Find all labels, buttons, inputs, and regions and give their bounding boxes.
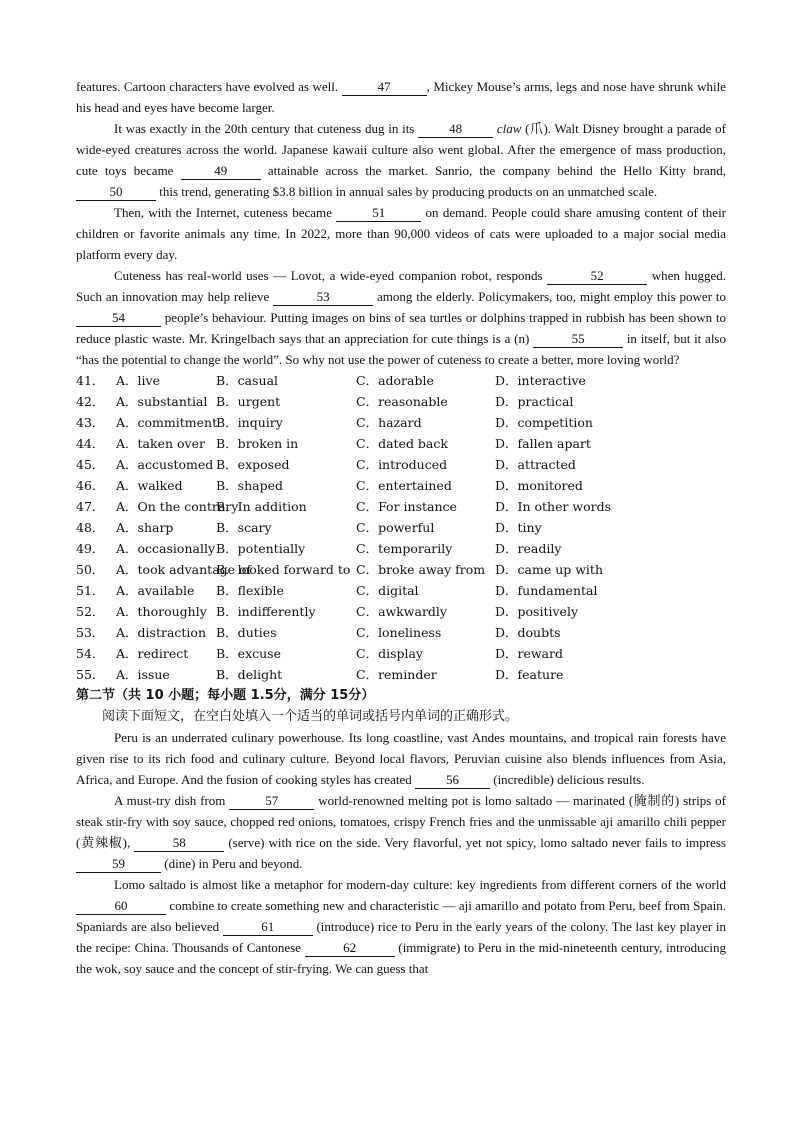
option-row bbox=[76, 412, 726, 433]
option-row bbox=[76, 454, 726, 475]
option-b[interactable]: B．duties bbox=[216, 625, 277, 640]
exam-page bbox=[76, 76, 726, 979]
option-c[interactable]: C．digital bbox=[356, 583, 419, 598]
blank-56[interactable]: 56 bbox=[415, 772, 490, 789]
text: Then, with the Internet, cuteness became bbox=[114, 205, 337, 220]
option-a[interactable]: A．took advantage of bbox=[116, 562, 252, 577]
blank-62[interactable]: 62 bbox=[305, 940, 395, 957]
option-b[interactable]: B．potentially bbox=[216, 541, 306, 556]
option-d[interactable]: D．reward bbox=[495, 646, 564, 661]
question-number: 46． bbox=[76, 478, 105, 493]
text: Lomo saltado is almost like a metaphor for modern-day culture: key ingredients from different corners of the world bbox=[114, 877, 726, 892]
option-b[interactable]: B．looked forward to bbox=[216, 562, 351, 577]
option-row bbox=[76, 643, 726, 664]
option-c[interactable]: C．introduced bbox=[356, 457, 448, 472]
claw-word: claw bbox=[496, 121, 522, 136]
option-b[interactable]: B．excuse bbox=[216, 646, 281, 661]
option-row bbox=[76, 622, 726, 643]
option-row bbox=[76, 538, 726, 559]
option-d[interactable]: D．fundamental bbox=[495, 583, 598, 598]
question-number: 41． bbox=[76, 373, 105, 388]
option-d[interactable]: D．tiny bbox=[495, 520, 542, 535]
section2-instruction: 阅读下面短文，在空白处填入一个适当的单词或括号内单词的正确形式。 bbox=[102, 709, 519, 724]
option-d[interactable]: D．practical bbox=[495, 394, 574, 409]
question-number: 43． bbox=[76, 415, 105, 430]
question-number: 52． bbox=[76, 604, 105, 619]
passage1-paragraph-3 bbox=[76, 202, 726, 265]
text: It was exactly in the 20th century that cuteness dug in its bbox=[114, 121, 419, 136]
option-row bbox=[76, 433, 726, 454]
blank-55[interactable]: 55 bbox=[533, 331, 623, 348]
text: among the elderly. Policymakers, too, might employ this power to bbox=[373, 289, 726, 304]
option-c[interactable]: C．adorable bbox=[356, 373, 434, 388]
option-a[interactable]: A．On the contrary bbox=[116, 499, 239, 514]
option-d[interactable]: D．feature bbox=[495, 667, 564, 682]
option-a[interactable]: A．taken over bbox=[116, 436, 205, 451]
passage1-paragraph-1 bbox=[76, 76, 726, 118]
section2-title: 第二节（共 10 小题；每小题 1.5分，满分 15分） bbox=[76, 688, 375, 703]
text: features. Cartoon characters have evolved as well. bbox=[76, 79, 342, 94]
blank-53[interactable]: 53 bbox=[273, 289, 373, 306]
option-row bbox=[76, 580, 726, 601]
option-d[interactable]: D．positively bbox=[495, 604, 579, 619]
question-number: 49． bbox=[76, 541, 105, 556]
option-b[interactable]: B．shaped bbox=[216, 478, 284, 493]
question-number: 47． bbox=[76, 499, 105, 514]
option-b[interactable]: B．exposed bbox=[216, 457, 290, 472]
option-c[interactable]: C．display bbox=[356, 646, 423, 661]
option-b[interactable]: B．urgent bbox=[216, 394, 281, 409]
option-a[interactable]: A．issue bbox=[116, 667, 170, 682]
option-a[interactable]: A．substantial bbox=[116, 394, 208, 409]
text: (爪). Walt Disney brought a parade of wide-eyed creatures across the world. Japanese kawaii culture also went global. After the emergence of mass production, cute toys became bbox=[76, 121, 726, 178]
option-c[interactable]: C．awkwardly bbox=[356, 604, 447, 619]
text: , Mickey Mouse’s arms, legs and nose have shrunk while his head and eyes have become larger. bbox=[76, 79, 726, 115]
blank-59[interactable]: 59 bbox=[76, 856, 161, 873]
option-c[interactable]: C．entertained bbox=[356, 478, 452, 493]
option-a[interactable]: A．thoroughly bbox=[116, 604, 207, 619]
text: Peru is an underrated culinary powerhouse. Its long coastline, vast Andes mountains, and tropical rain forests have given rise to its rich food and culinary culture. Beyond local flavors, Peruvian cuisine also blends influences from Asia, Africa, and Europe. And the fusion of cooking styles has created bbox=[76, 730, 726, 787]
option-d[interactable]: D．attracted bbox=[495, 457, 576, 472]
question-number: 42． bbox=[76, 394, 105, 409]
text: (dine) in Peru and beyond. bbox=[161, 856, 303, 871]
text: A must-try dish from bbox=[114, 793, 230, 808]
option-row bbox=[76, 391, 726, 412]
blank-60[interactable]: 60 bbox=[76, 898, 166, 915]
option-row bbox=[76, 370, 726, 391]
option-c[interactable]: C．reasonable bbox=[356, 394, 448, 409]
blank-48[interactable]: 48 bbox=[418, 121, 493, 138]
option-row bbox=[76, 496, 726, 517]
option-d[interactable]: D．monitored bbox=[495, 478, 583, 493]
option-c[interactable]: C．broke away from bbox=[356, 562, 486, 577]
passage1-paragraph-2 bbox=[76, 118, 726, 202]
text: (serve) with rice on the side. Very flavorful, yet not spicy, lomo saltado never fails to impress bbox=[224, 835, 726, 850]
option-a[interactable]: A．occasionally bbox=[116, 541, 216, 556]
question-number: 51． bbox=[76, 583, 105, 598]
question-number: 55． bbox=[76, 667, 105, 682]
option-c[interactable]: C．reminder bbox=[356, 667, 437, 682]
passage1-paragraph-4 bbox=[76, 265, 726, 370]
text: (introduce) rice to Peru in the early years of the colony. The last key player in the recipe: China. Thousands of Cantonese bbox=[76, 919, 726, 955]
question-number: 44． bbox=[76, 436, 105, 451]
option-b[interactable]: B．inquiry bbox=[216, 415, 283, 430]
option-b[interactable]: B．delight bbox=[216, 667, 283, 682]
question-number: 48． bbox=[76, 520, 105, 535]
passage2-paragraph-2 bbox=[76, 790, 726, 874]
option-a[interactable]: A．live bbox=[116, 373, 160, 388]
question-number: 50． bbox=[76, 562, 105, 577]
blank-58[interactable]: 58 bbox=[134, 835, 224, 852]
option-a[interactable]: A．available bbox=[116, 583, 195, 598]
option-c[interactable]: C．powerful bbox=[356, 520, 435, 535]
blank-49[interactable]: 49 bbox=[181, 163, 261, 180]
option-b[interactable]: B．indifferently bbox=[216, 604, 316, 619]
blank-51[interactable]: 51 bbox=[336, 205, 421, 222]
option-row bbox=[76, 601, 726, 622]
option-c[interactable]: C．For instance bbox=[356, 499, 457, 514]
question-number: 53． bbox=[76, 625, 105, 640]
text: people’s behaviour. Putting images on bins of sea turtles or dolphins trapped in rubbish has been shown to reduce plastic waste. Mr. Kringelbach says that an appreciation for cute things is a (n) bbox=[76, 310, 726, 346]
blank-50[interactable]: 50 bbox=[76, 184, 156, 201]
text: this trend, generating $3.8 billion in annual sales by producing products on an unmatched scale. bbox=[156, 184, 658, 199]
option-b[interactable]: B．broken in bbox=[216, 436, 299, 451]
option-a[interactable]: A．accustomed bbox=[116, 457, 214, 472]
text: (immigrate) to Peru in the mid-nineteenth century, introducing the wok, soy sauce and the concept of stir-frying. We can guess that bbox=[76, 940, 726, 976]
blank-52[interactable]: 52 bbox=[547, 268, 647, 285]
option-a[interactable]: A．commitment bbox=[116, 415, 218, 430]
text: in itself, but it also “has the potential to change the world”. So why not use the power of cuteness to create a better, more loving world? bbox=[76, 331, 726, 367]
question-number: 45． bbox=[76, 457, 105, 472]
text: when hugged. Such an innovation may help relieve bbox=[76, 268, 726, 304]
option-a[interactable]: A．walked bbox=[116, 478, 183, 493]
question-number: 54． bbox=[76, 646, 105, 661]
option-b[interactable]: B．flexible bbox=[216, 583, 284, 598]
option-a[interactable]: A．redirect bbox=[116, 646, 189, 661]
blank-54[interactable]: 54 bbox=[76, 310, 161, 327]
option-c[interactable]: C．loneliness bbox=[356, 625, 442, 640]
option-a[interactable]: A．distraction bbox=[116, 625, 206, 640]
blank-47[interactable]: 47 bbox=[342, 79, 427, 96]
options-list bbox=[76, 370, 726, 685]
option-row bbox=[76, 475, 726, 496]
blank-57[interactable]: 57 bbox=[229, 793, 314, 810]
option-d[interactable]: D．In other words bbox=[495, 499, 612, 514]
passage2-paragraph-3 bbox=[76, 874, 726, 979]
text: Cuteness has real-world uses — Lovot, a wide-eyed companion robot, responds bbox=[114, 268, 548, 283]
text: (incredible) delicious results. bbox=[489, 772, 645, 787]
option-b[interactable]: B．casual bbox=[216, 373, 279, 388]
option-b[interactable]: B．In addition bbox=[216, 499, 307, 514]
text: world-renowned melting pot is lomo saltado — marinated (腌制的) strips of steak stir-fry with soy sauce, chopped red onions, tomatoes, crispy French fries and the unmissable aji amarillo chili pepper (黄辣椒), bbox=[76, 793, 726, 850]
option-row bbox=[76, 517, 726, 538]
text: attainable across the market. Sanrio, the company behind the Hello Kitty brand, bbox=[260, 163, 727, 178]
passage2-paragraph-1 bbox=[76, 727, 726, 790]
option-d[interactable]: D．interactive bbox=[495, 373, 586, 388]
option-d[interactable]: D．readily bbox=[495, 541, 562, 556]
option-d[interactable]: D．competition bbox=[495, 415, 593, 430]
blank-61[interactable]: 61 bbox=[223, 919, 313, 936]
option-d[interactable]: D．doubts bbox=[495, 625, 561, 640]
option-c[interactable]: C．hazard bbox=[356, 415, 422, 430]
option-b[interactable]: B．scary bbox=[216, 520, 272, 535]
option-d[interactable]: D．came up with bbox=[495, 562, 603, 577]
option-d[interactable]: D．fallen apart bbox=[495, 436, 591, 451]
option-row bbox=[76, 559, 726, 580]
option-c[interactable]: C．temporarily bbox=[356, 541, 453, 556]
option-a[interactable]: A．sharp bbox=[116, 520, 174, 535]
text: combine to create something new and characteristic — aji amarillo and potato from Peru, beef from Spain. Spaniards are also believed bbox=[76, 898, 726, 934]
option-c[interactable]: C．dated back bbox=[356, 436, 448, 451]
option-row bbox=[76, 664, 726, 685]
text: on demand. People could share amusing content of their children or favorite animals any time. In 2022, more than 90,000 videos of cats were uploaded to a major social media platform every day. bbox=[76, 205, 727, 262]
